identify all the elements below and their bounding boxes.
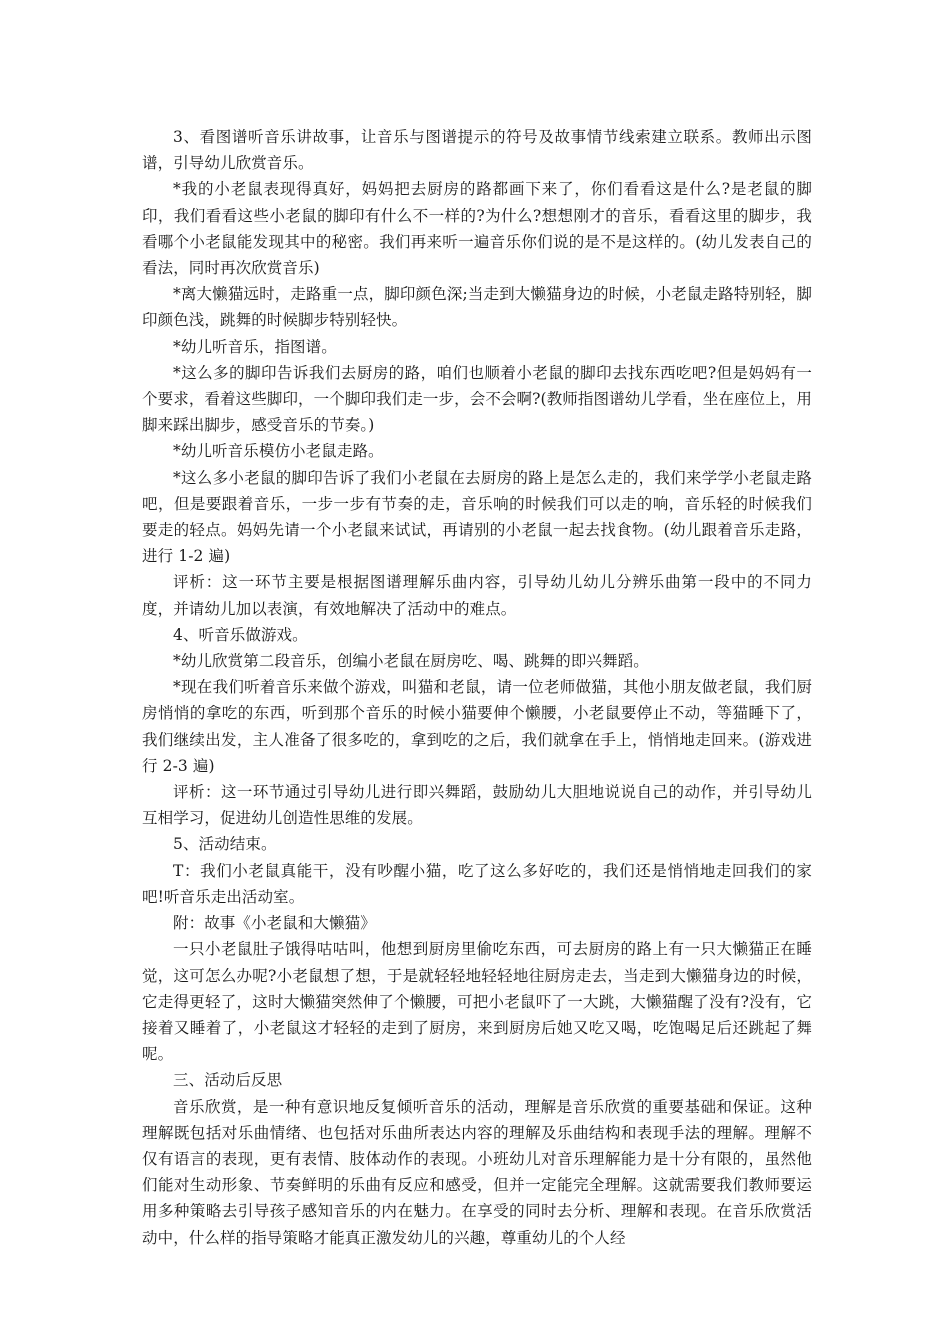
paragraph-step-3: 3、看图谱听音乐讲故事，让音乐与图谱提示的符号及故事情节线索建立联系。教师出示图谱，引导幼儿欣赏音乐。	[142, 128, 812, 173]
paragraph-reflection-body: 音乐欣赏，是一种有意识地反复倾听音乐的活动，理解是音乐欣赏的重要基础和保证。这种理解既包括对乐曲情绪、也包括对乐曲所表达内容的理解及乐曲结构和表现手法的理解。理解不仅有语言的表现，更有表情、肢体动作的表现。小班幼儿对音乐理解能力是十分有限的，虽然他们能对生动形象、节奏鲜明的乐曲有反应和感受，但并一定能完全理解。这就需要我们教师要运用多种策略去引导孩子感知音乐的内在魅力。在享受的同时去分析、理解和表现。在音乐欣赏活动中，什么样的指导策略才能真正激发幼儿的兴趣，尊重幼儿的个人经	[142, 1097, 812, 1247]
paragraph-appendix-title: 附：故事《小老鼠和大懒猫》	[173, 914, 376, 933]
paragraph-imitate-walk: *幼儿听音乐模仿小老鼠走路。	[173, 442, 384, 461]
paragraph-follow-footprints: *这么多的脚印告诉我们去厨房的路，咱们也顺着小老鼠的脚印去找东西吃吧?但是妈妈有一个要求，看着这些脚印，一个脚印我们走一步，会不会啊?(教师指图谱幼儿学看，坐在座位上，用脚来踩出脚步，感受音乐的节奏。)	[142, 363, 812, 435]
paragraph-cat-mouse-game: *现在我们听着音乐来做个游戏，叫猫和老鼠，请一位老师做猫，其他小朋友做老鼠，我们厨房悄悄的拿吃的东西，听到那个音乐的时候小猫要伸个懒腰，小老鼠要停止不动，等猫睡下了，我们继续出发，主人准备了很多吃的，拿到吃的之后，我们就拿在手上，悄悄地走回来。(游戏进行 2-3 遍)	[142, 678, 812, 775]
paragraph-footprint-intro: *我的小老鼠表现得真好，妈妈把去厨房的路都画下来了，你们看看这是什么?是老鼠的脚印，我们看看这些小老鼠的脚印有什么不一样的?为什么?想想刚才的音乐，看看这里的脚步，我看哪个小老鼠能发现其中的秘密。我们再来听一遍音乐你们说的是不是这样的。(幼儿发表自己的看法，同时再次欣赏音乐)	[142, 180, 812, 278]
paragraph-learn-walk: *这么多小老鼠的脚印告诉了我们小老鼠在去厨房的路上是怎么走的，我们来学学小老鼠走路吧，但是要跟着音乐，一步一步有节奏的走，音乐响的时候我们可以走的响，音乐轻的时候我们要走的轻点。妈妈先请一个小老鼠来试试，再请别的小老鼠一起去找食物。(幼儿跟着音乐走路，进行 1-2 遍)	[142, 468, 812, 566]
paragraph-comment-2: 评析：这一环节通过引导幼儿进行即兴舞蹈，鼓励幼儿大胆地说说自己的动作，并引导幼儿互相学习，促进幼儿创造性思维的发展。	[142, 783, 812, 828]
paragraph-reflection-heading: 三、活动后反思	[173, 1071, 283, 1090]
paragraph-second-section: *幼儿欣赏第二段音乐，创编小老鼠在厨房吃、喝、跳舞的即兴舞蹈。	[173, 652, 649, 671]
paragraph-comment-1: 评析：这一环节主要是根据图谱理解乐曲内容，引导幼儿幼儿分辨乐曲第一段中的不同力度，并请幼儿加以表演，有效地解决了活动中的难点。	[142, 573, 812, 618]
paragraph-step-5: 5、活动结束。	[173, 835, 277, 854]
paragraph-step-4: 4、听音乐做游戏。	[173, 625, 308, 644]
paragraph-story: 一只小老鼠肚子饿得咕咕叫，他想到厨房里偷吃东西，可去厨房的路上有一只大懒猫正在睡觉，这可怎么办呢?小老鼠想了想，于是就轻轻地轻轻地往厨房走去，当走到大懒猫身边的时候，它走得更轻了，这时大懒猫突然伸了个懒腰，可把小老鼠吓了一大跳，大懒猫醒了没有?没有，它接着又睡着了，小老鼠这才轻轻的走到了厨房，来到厨房后她又吃又喝，吃饱喝足后还跳起了舞呢。	[142, 940, 812, 1064]
paragraph-closing: T：我们小老鼠真能干，没有吵醒小猫，吃了这么多好吃的，我们还是悄悄地走回我们的家吧!听音乐走出活动室。	[142, 861, 812, 906]
document-body	[142, 124, 812, 1251]
paragraph-listen-point-score: *幼儿听音乐，指图谱。	[173, 337, 337, 356]
paragraph-footprint-difference: *离大懒猫远时，走路重一点，脚印颜色深;当走到大懒猫身边的时候，小老鼠走路特别轻，脚印颜色浅，跳舞的时候脚步特别轻快。	[142, 285, 812, 330]
